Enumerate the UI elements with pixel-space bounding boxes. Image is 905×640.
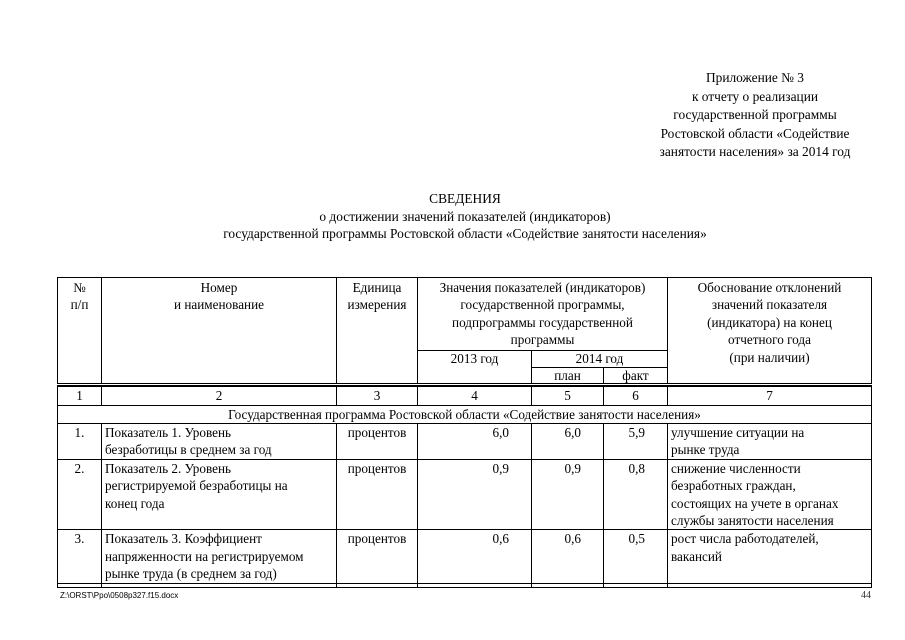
value-2013: 0,9 (418, 459, 532, 530)
indicator-name-line: Показатель 1. Уровень (105, 425, 232, 440)
unit-cell: процентов (337, 424, 418, 460)
reason-line: безработных граждан, (671, 478, 796, 494)
header-year-2013: 2013 год (418, 351, 532, 385)
page-number: 44 (861, 590, 871, 601)
program-title-row: Государственная программа Ростовской области «Содействие занятости населения» (58, 406, 872, 424)
header-values (418, 278, 668, 351)
header-text: программы (510, 332, 575, 348)
appendix-line: Ростовской области «Содействие (660, 125, 850, 141)
column-number: 3 (337, 387, 418, 406)
unit-cell: процентов (337, 459, 418, 530)
header-text: (при наличии) (729, 349, 810, 365)
reason-line: снижение численности (671, 460, 801, 476)
indicator-name (102, 424, 337, 460)
indicator-name-line: регистрируемой безработицы на (105, 478, 288, 494)
reason-line: состоящих на учете в органах (671, 495, 839, 511)
appendix-block (600, 69, 905, 162)
header-text: Единица (352, 280, 402, 295)
table-row (58, 530, 872, 583)
header-year-2014: 2014 год (532, 351, 668, 368)
header-number (58, 278, 102, 385)
header-plan: план (532, 368, 604, 385)
indicator-name-line: Показатель 2. Уровень (105, 460, 232, 476)
header-fact: факт (604, 368, 668, 385)
document-heading (140, 190, 790, 243)
value-2013: 6,0 (418, 424, 532, 460)
header-text: № (73, 280, 86, 295)
header-text: отчетного года (728, 332, 811, 348)
heading-subtitle: государственной программы Ростовской области «Содействие занятости населения» (223, 226, 707, 241)
column-number: 7 (668, 387, 872, 406)
row-number: 1. (58, 424, 102, 460)
heading-subtitle: о достижении значений показателей (индикаторов) (319, 208, 611, 224)
indicator-name-line: безработицы в среднем за год (105, 442, 272, 458)
value-fact: 5,9 (604, 424, 668, 460)
appendix-line: государственной программы (673, 107, 837, 123)
indicator-name (102, 459, 337, 530)
table-row (58, 424, 872, 460)
reason-line: улучшение ситуации на (671, 425, 805, 440)
header-text: подпрограммы государственной (452, 314, 633, 330)
header-name (102, 278, 337, 385)
appendix-line: Приложение № 3 (705, 70, 805, 85)
value-2013: 0,6 (418, 530, 532, 583)
value-plan: 6,0 (532, 424, 604, 460)
column-number: 1 (58, 387, 102, 406)
header-text: значений показателя (711, 297, 828, 313)
unit-cell: процентов (337, 530, 418, 583)
table-row (58, 459, 872, 530)
indicators-table (57, 277, 872, 588)
reason-line: вакансий (671, 548, 722, 564)
value-fact: 0,8 (604, 459, 668, 530)
indicator-name-line: напряженности на регистрируемом (105, 548, 304, 564)
column-number: 4 (418, 387, 532, 406)
header-text: измерения (347, 297, 407, 313)
column-number: 2 (102, 387, 337, 406)
reason-line: службы занятости населения (671, 513, 834, 529)
header-text: государственной программы, (460, 297, 625, 313)
indicator-name-line: конец года (105, 495, 165, 511)
value-fact: 0,5 (604, 530, 668, 583)
column-number: 6 (604, 387, 668, 406)
header-unit (337, 278, 418, 385)
column-number: 5 (532, 387, 604, 406)
reason-cell (668, 459, 872, 530)
reason-line: рынке труда (671, 442, 740, 458)
reason-cell (668, 424, 872, 460)
reason-line: рост числа работодателей, (671, 531, 819, 547)
row-number: 3. (58, 530, 102, 583)
header-text: (индикатора) на конец (707, 314, 832, 330)
reason-cell (668, 530, 872, 583)
heading-title: СВЕДЕНИЯ (429, 191, 501, 206)
header-justification (668, 278, 872, 385)
footer-file-path: Z:\ORST\Ppo\0508p327.f15.docx (60, 591, 179, 600)
appendix-line: занятости населения» за 2014 год (659, 144, 851, 160)
value-plan: 0,9 (532, 459, 604, 530)
appendix-line: к отчету о реализации (691, 88, 819, 104)
header-text: Значения показателей (индикаторов) (439, 280, 646, 295)
indicator-name-line: Показатель 3. Коэффициент (105, 531, 262, 547)
value-plan: 0,6 (532, 530, 604, 583)
indicator-name-line: рынке труда (в среднем за год) (105, 566, 277, 582)
header-text: и наименование (173, 297, 265, 313)
indicator-name (102, 530, 337, 583)
header-text: Обоснование отклонений (697, 280, 842, 295)
header-text: Номер (200, 280, 238, 295)
header-text: п/п (70, 297, 89, 313)
row-number: 2. (58, 459, 102, 530)
